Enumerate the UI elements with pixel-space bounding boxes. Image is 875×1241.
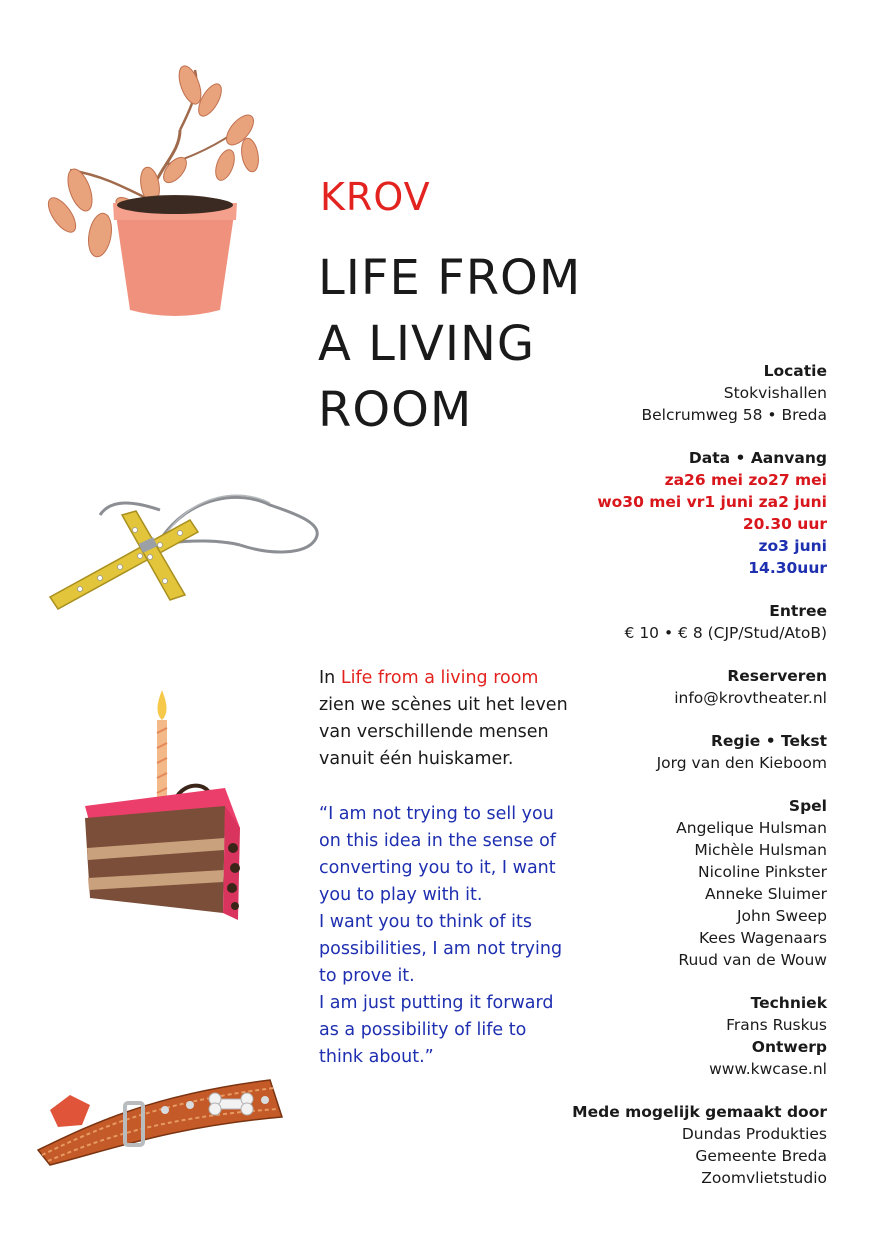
cast-member: Ruud van de Wouw (678, 951, 827, 969)
title-line: LIFE FROM (318, 250, 582, 306)
sponsor: Zoomvlietstudio (701, 1169, 827, 1187)
sponsor: Dundas Produkties (681, 1125, 827, 1143)
cast-member: Kees Wagenaars (699, 929, 827, 947)
cast-member: John Sweep (736, 907, 827, 925)
quote-line: possibilities, I am not trying (319, 939, 563, 959)
locatie-heading: Locatie (763, 362, 827, 380)
cast-member: Anneke Sluimer (705, 885, 827, 903)
techniek-name: Frans Ruskus (726, 1016, 827, 1034)
data-heading: Data • Aanvang (688, 449, 827, 467)
intro-line: vanuit één huiskamer. (319, 749, 514, 769)
company-name: KROV (320, 175, 431, 219)
date-line: wo30 mei vr1 juni za2 juni (597, 493, 827, 511)
info-column (537, 360, 827, 1189)
reserveren-heading: Reserveren (727, 667, 827, 685)
quote-line: “I am not trying to sell you (319, 804, 554, 824)
quote-line: to prove it. (319, 966, 415, 986)
quote-line: I am just putting it forward (319, 993, 554, 1013)
cast-member: Angelique Hulsman (676, 819, 827, 837)
cast-member: Michèle Hulsman (694, 841, 827, 859)
time-line: 14.30uur (748, 559, 827, 577)
cross-necklace-illustration (40, 485, 330, 615)
locatie-venue: Stokvishallen (723, 384, 827, 402)
title-line: ROOM (318, 382, 473, 438)
title-line: A LIVING (318, 316, 536, 372)
quote-line: think about.” (319, 1047, 434, 1067)
cake-slice-illustration (75, 688, 250, 933)
locatie-address: Belcrumweg 58 • Breda (641, 406, 827, 424)
intro-line: zien we scènes uit het leven (319, 695, 568, 715)
cast-member: Nicoline Pinkster (698, 863, 827, 881)
entree-heading: Entree (769, 602, 827, 620)
quote-line: converting you to it, I want (319, 858, 556, 878)
dog-collar-illustration (30, 1055, 290, 1170)
date-line: za26 mei zo27 mei (664, 471, 827, 489)
ontwerp-website: www.kwcase.nl (709, 1060, 827, 1078)
sponsor: Gemeente Breda (695, 1147, 827, 1165)
quote-line: on this idea in the sense of (319, 831, 556, 851)
ontwerp-heading: Ontwerp (751, 1038, 827, 1056)
mede-heading: Mede mogelijk gemaakt door (572, 1103, 827, 1121)
quote-line: as a possibility of life to (319, 1020, 527, 1040)
time-line: 20.30 uur (742, 515, 827, 533)
quote-line: I want you to think of its (319, 912, 532, 932)
intro-highlight: Life from a living room (340, 668, 539, 688)
date-line: zo3 juni (758, 537, 827, 555)
intro-prefix: In (319, 668, 341, 688)
wilted-plant-illustration (40, 60, 270, 325)
entree-price: € 10 • € 8 (CJP/Stud/AtoB) (624, 624, 827, 642)
regie-name: Jorg van den Kieboom (656, 754, 827, 772)
intro-line: van verschillende mensen (319, 722, 549, 742)
techniek-heading: Techniek (750, 994, 827, 1012)
regie-heading: Regie • Tekst (710, 732, 827, 750)
spel-heading: Spel (788, 797, 827, 815)
quote-line: you to play with it. (319, 885, 483, 905)
reserveren-email: info@krovtheater.nl (674, 689, 827, 707)
